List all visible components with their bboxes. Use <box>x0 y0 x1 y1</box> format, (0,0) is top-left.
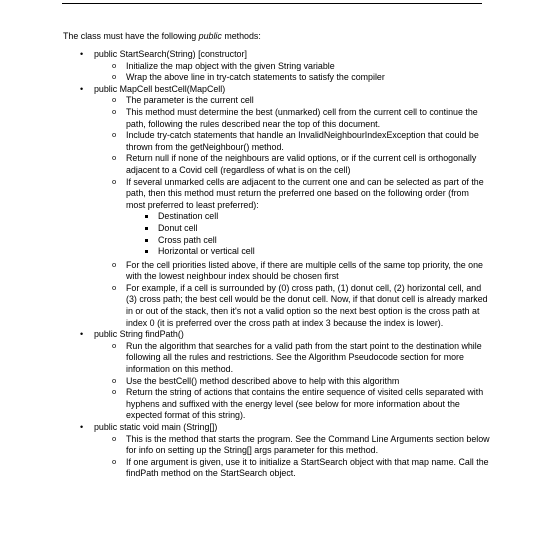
method-point: o Wrap the above line in try-catch statements to satisfy the compiler <box>111 72 490 84</box>
method-point: o If one argument is given, use it to initialize a StartSearch object with that map name. Call the findPath method on the StartSearch object. <box>111 457 490 480</box>
method-point: o Include try-catch statements that handle an InvalidNeighbourIndexException that could be thrown from the getNeighbour() method. <box>111 130 490 153</box>
method-point: o For example, if a cell is surrounded by (0) cross path, (1) donut cell, (2) horizontal cell, and (3) cross path; the best cell would be the donut cell. Now, if that donut cell is already marked in or out of the stack, then it's not a valid option so the next best option is the cross path at index 0 (it is preferred over the cross path at index 3 because the index is lower). <box>111 283 490 329</box>
method-item <box>80 84 490 329</box>
method-list <box>80 49 490 480</box>
intro-emphasis: public <box>198 31 222 41</box>
priority-item: Horizontal or vertical cell <box>144 246 490 258</box>
method-point: o Initialize the map object with the given String variable <box>111 61 490 73</box>
method-point: o This is the method that starts the program. See the Command Line Arguments section below for info on setting up the String[] args parameter for this method. <box>111 434 490 457</box>
intro-text-end: methods: <box>221 31 261 41</box>
intro-line <box>63 31 261 43</box>
method-item <box>80 329 490 422</box>
method-point: o For the cell priorities listed above, if there are multiple cells of the same top priority, the one with the lowest neighbour index should be chosen first <box>111 260 490 283</box>
method-signature: public MapCell bestCell(MapCell) <box>94 83 226 94</box>
method-point: o Return the string of actions that contains the entire sequence of visited cells separated with hyphens and suffixed with the energy level (see below for more information about the expected format of this string). <box>111 387 490 422</box>
method-item <box>80 422 490 480</box>
method-signature: public static void main (String[]) <box>94 422 218 432</box>
top-rule <box>62 3 482 4</box>
method-point: o This method must determine the best (unmarked) cell from the current cell to continue the path, following the rules described near the top of this document. <box>111 107 490 130</box>
method-point: o Use the bestCell() method described above to help with this algorithm <box>111 376 490 388</box>
intro-text: The class must have the following <box>63 31 199 41</box>
method-point: o Return null if none of the neighbours are valid options, or if the current cell is orthogonally adjacent to a Covid cell (regardless of what is on the cell) <box>111 153 490 176</box>
method-point: o The parameter is the current cell <box>111 95 490 107</box>
priority-item: Cross path cell <box>144 235 490 247</box>
method-point <box>111 177 490 258</box>
method-signature: public String findPath() <box>94 329 184 340</box>
method-item <box>80 49 490 84</box>
method-point-text: If several unmarked cells are adjacent to the current one and can be selected as part of the path, then this method must return the preferred one based on the following order (from most preferred to least preferred): <box>126 176 484 210</box>
priority-item: Donut cell <box>144 223 490 235</box>
method-signature: public StartSearch(String) [constructor] <box>94 49 247 59</box>
priority-item: Destination cell <box>144 211 490 223</box>
method-point: o Run the algorithm that searches for a valid path from the start point to the destination while following all the rules and restrictions. See the Algorithm Pseudocode section for more information on this method. <box>111 341 490 376</box>
